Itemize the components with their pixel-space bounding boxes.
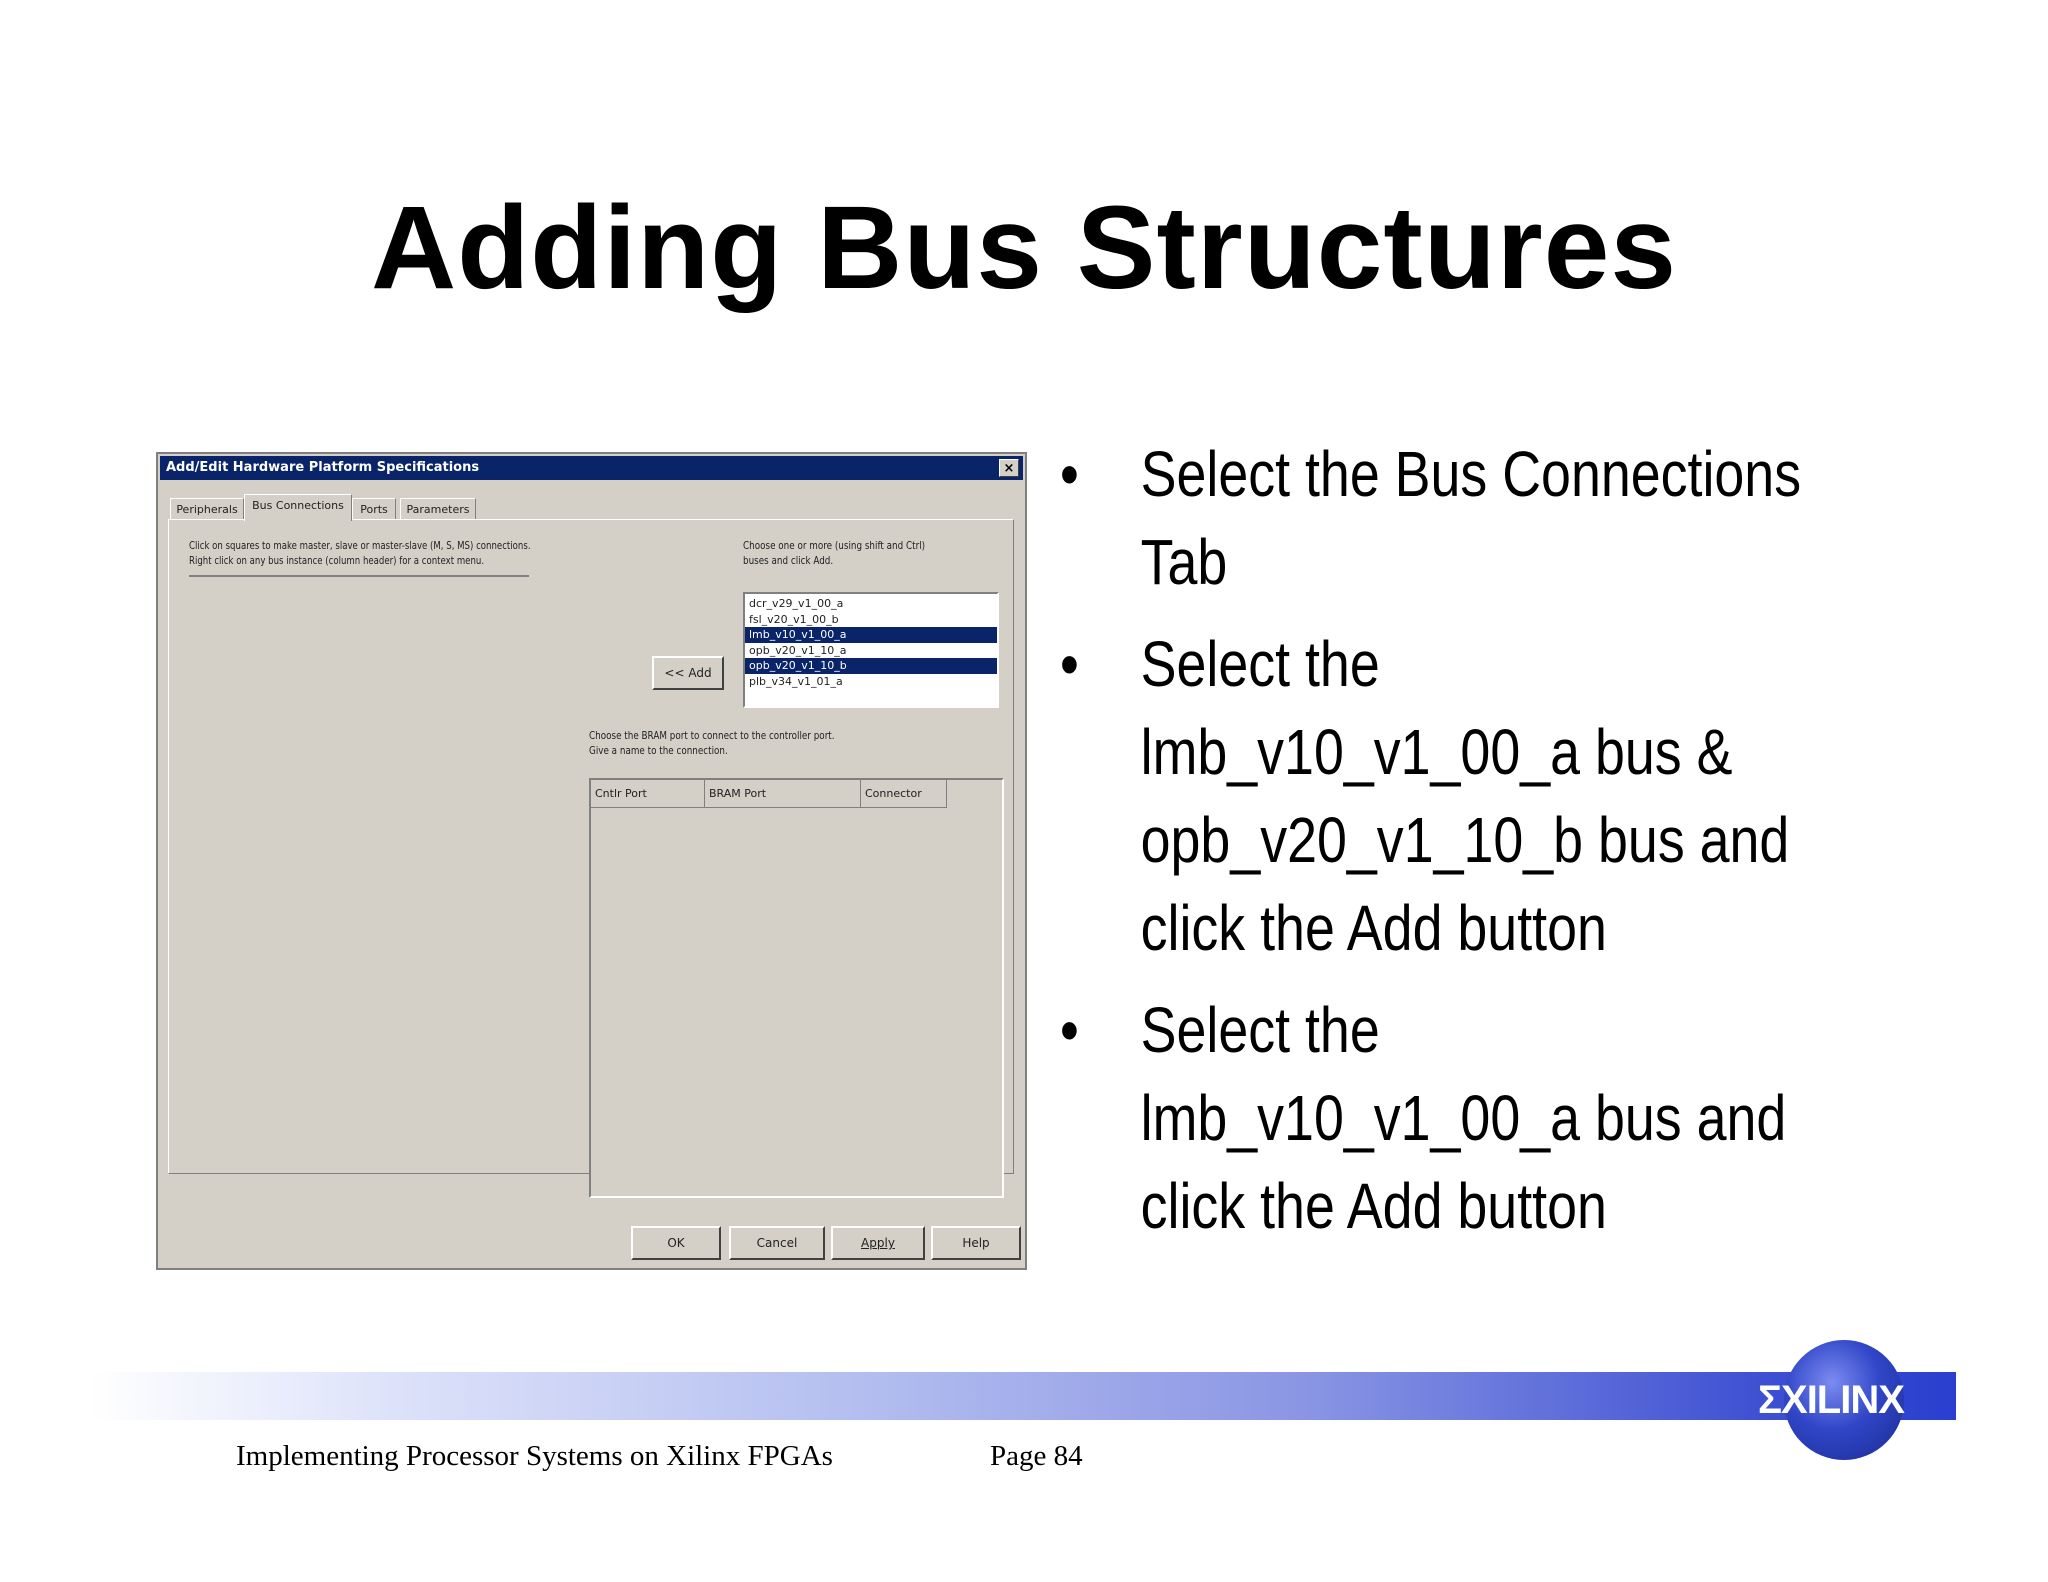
- xilinx-logo: [1758, 1378, 1904, 1423]
- footer-title: Implementing Processor Systems on Xilinx FPGAs: [236, 1440, 833, 1472]
- hardware-platform-dialog: [156, 452, 1027, 1270]
- bullet-icon: •: [1060, 628, 1079, 700]
- bullet-line: Select the: [1140, 628, 1380, 700]
- bullet-item: [1060, 986, 1816, 1250]
- instruction-bullets: [1060, 430, 1816, 1264]
- bullet-line: lmb_v10_v1_00_a bus and: [1140, 1082, 1787, 1154]
- tab-ports[interactable]: Ports: [352, 498, 396, 520]
- choose-text-1: Choose one or more (using shift and Ctrl): [743, 539, 926, 552]
- bram-text-1: Choose the BRAM port to connect to the controller port.: [589, 729, 835, 742]
- bullet-line: click the Add button: [1140, 1170, 1607, 1242]
- bram-connection-table[interactable]: [589, 778, 1004, 1198]
- logo-wordmark: XILINX: [1781, 1378, 1904, 1422]
- bram-text-2: Give a name to the connection.: [589, 744, 728, 757]
- bullet-line: click the Add button: [1140, 892, 1607, 964]
- slide-title: Adding Bus Structures: [371, 182, 1677, 314]
- bullet-line: lmb_v10_v1_00_a bus &: [1140, 716, 1733, 788]
- choose-text-2: buses and click Add.: [743, 554, 834, 567]
- column-header-bram-port[interactable]: BRAM Port: [705, 780, 861, 808]
- bullet-item: [1060, 430, 1816, 606]
- apply-button[interactable]: Apply: [831, 1226, 925, 1260]
- dialog-titlebar: [160, 456, 1023, 480]
- bullet-item: [1060, 620, 1816, 972]
- column-header-connector[interactable]: Connector: [861, 780, 947, 808]
- add-bus-button[interactable]: << Add: [652, 656, 724, 690]
- tab-peripherals[interactable]: Peripherals: [170, 498, 244, 520]
- bus-list-item[interactable]: fsl_v20_v1_00_b: [749, 612, 839, 626]
- bullet-icon: •: [1060, 438, 1079, 510]
- hint-text-1: Click on squares to make master, slave or master-slave (M, S, MS) connections.: [189, 539, 531, 552]
- bus-connections-panel: [168, 519, 1014, 1174]
- footer-gradient-band: [90, 1372, 1956, 1420]
- hint-text-2: Right click on any bus instance (column header) for a context menu.: [189, 554, 485, 567]
- bus-list-item[interactable]: opb_v20_v1_10_a: [749, 643, 847, 657]
- bullet-line: Select the: [1140, 994, 1380, 1066]
- bus-list-item-selected[interactable]: lmb_v10_v1_00_a: [745, 627, 997, 643]
- bus-list-item[interactable]: dcr_v29_v1_00_a: [749, 597, 844, 610]
- close-icon[interactable]: ×: [999, 459, 1019, 477]
- hint-underline: [189, 575, 529, 577]
- bullet-icon: •: [1060, 994, 1079, 1066]
- column-header-cntlr-port[interactable]: Cntlr Port: [591, 780, 705, 808]
- bus-list-item-selected[interactable]: opb_v20_v1_10_b: [745, 658, 997, 674]
- cancel-button[interactable]: Cancel: [729, 1226, 825, 1260]
- bus-list-item[interactable]: plb_v34_v1_01_a: [749, 674, 843, 688]
- bus-listbox[interactable]: [743, 592, 999, 708]
- tab-parameters[interactable]: Parameters: [400, 498, 476, 520]
- tab-bus-connections[interactable]: Bus Connections: [244, 494, 352, 521]
- page-number: Page 84: [990, 1440, 1083, 1472]
- bullet-line: Tab: [1140, 526, 1228, 598]
- bullet-line: opb_v20_v1_10_b bus and: [1140, 804, 1790, 876]
- help-button[interactable]: Help: [931, 1226, 1021, 1260]
- dialog-title: Add/Edit Hardware Platform Specifications: [166, 460, 480, 475]
- ok-button[interactable]: OK: [631, 1226, 721, 1260]
- xilinx-sigma-icon: Σ: [1758, 1378, 1782, 1422]
- bullet-line: Select the Bus Connections: [1140, 438, 1802, 510]
